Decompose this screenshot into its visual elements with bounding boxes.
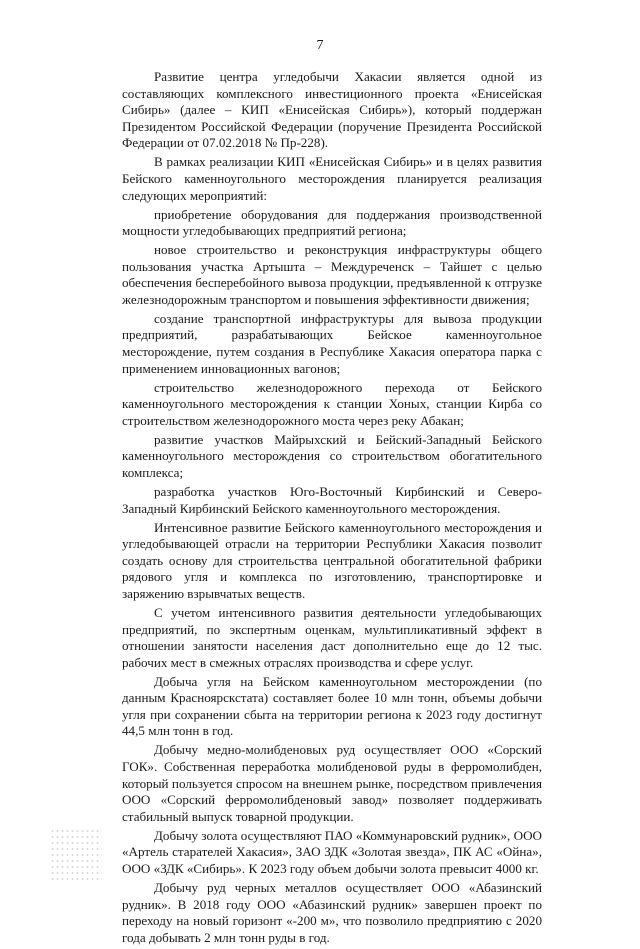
list-item: создание транспортной инфраструктуры для вывоза продукции предприятий, разрабатывающих Бейское каменноугольное месторождение, путем создания в Республике Хакасия оператора парка с применением инновационных вагонов; — [122, 310, 542, 376]
paragraph: С учетом интенсивного развития деятельности угледобывающих предприятий, по экспертным оценкам, мультипликативный эффект в отношении занятости населения даст дополнительно еще до 12 тыс. рабочих мест в смежных отраслях производства и сфере услуг. — [122, 604, 542, 670]
list-item: приобретение оборудования для поддержания производственной мощности угледобывающих предприятий региона; — [122, 206, 542, 239]
paragraph: Развитие центра угледобычи Хакасии является одной из составляющих комплексного инвестиционного проекта «Енисейская Сибирь» (далее – КИП «Енисейская Сибирь»), который поддержан Президентом Российской Федерации (поручение Президента Российской Федерации от 07.02.2018 № Пр-228). — [122, 69, 542, 151]
page-number: 7 — [316, 38, 324, 53]
paragraph: Добычу золота осуществляют ПАО «Коммунаровский рудник», ООО «Артель старателей Хакасия», ЗАО ЗДК «Золотая звезда», ПК АС «Ойна», ООО «ЗДК «Сибирь». К 2023 году объем добычи золота превысит 4000 кг. — [122, 827, 542, 876]
paragraph: Добыча угля на Бейском каменноугольном месторождении (по данным Красноярскстата) составляет более 10 млн тонн, объемы добычи угля при сохранении сбыта на территории региона к 2023 году достигнут 44,5 млн тонн в год. — [122, 673, 542, 739]
paragraph: Добычу руд черных металлов осуществляет ООО «Абазинский рудник». В 2018 году ООО «Абазинский рудник» завершен проект по переходу на новый горизонт «-200 м», что позволило предприятию с 2020 года добывать 2 млн тонн руды в год. — [122, 879, 542, 945]
paragraph: Интенсивное развитие Бейского каменноугольного месторождения и угледобывающей отрасли на территории Республики Хакасия позволит создать основу для строительства центральной обогатительной фабрики рядового угля и комплекса по изготовлению, транспортировке и заряжению взрывчатых веществ. — [122, 519, 542, 601]
paragraph: Добычу медно-молибденовых руд осуществляет ООО «Сорский ГОК». Собственная переработка молибденовой руды в ферромолибден, который пользуется спросом на внешнем рынке, посредством привлечения ООО «Сорский ферромолибденовый завод» позволяет поддерживать стабильный выпуск товарной продукции. — [122, 742, 542, 824]
list-item: развитие участков Майрыхский и Бейский-Западный Бейского каменноугольного месторождения со строительством обогатительного комплекса; — [122, 431, 542, 480]
list-item: новое строительство и реконструкция инфраструктуры общего пользования участка Артышта – Междуреченск – Тайшет с целью обеспечения бесперебойного вывоза продукции, предъявленной к отгрузке железнодорожным транспортом и повышения эффективности движения; — [122, 242, 542, 307]
list-item: разработка участков Юго-Восточный Кирбинский и Северо-Западный Кирбинский Бейского каменноугольного месторождения. — [122, 483, 542, 516]
list-item: строительство железнодорожного перехода от Бейского каменноугольного месторождения к станции Хоных, станции Кирба со строительством железнодорожного моста через реку Абакан; — [122, 379, 542, 428]
faded-stamp-mark — [50, 828, 102, 880]
paragraph: В рамках реализации КИП «Енисейская Сибирь» и в целях развития Бейского каменноугольного месторождения планируется реализация следующих мероприятий: — [122, 154, 542, 203]
document-body — [122, 69, 542, 949]
